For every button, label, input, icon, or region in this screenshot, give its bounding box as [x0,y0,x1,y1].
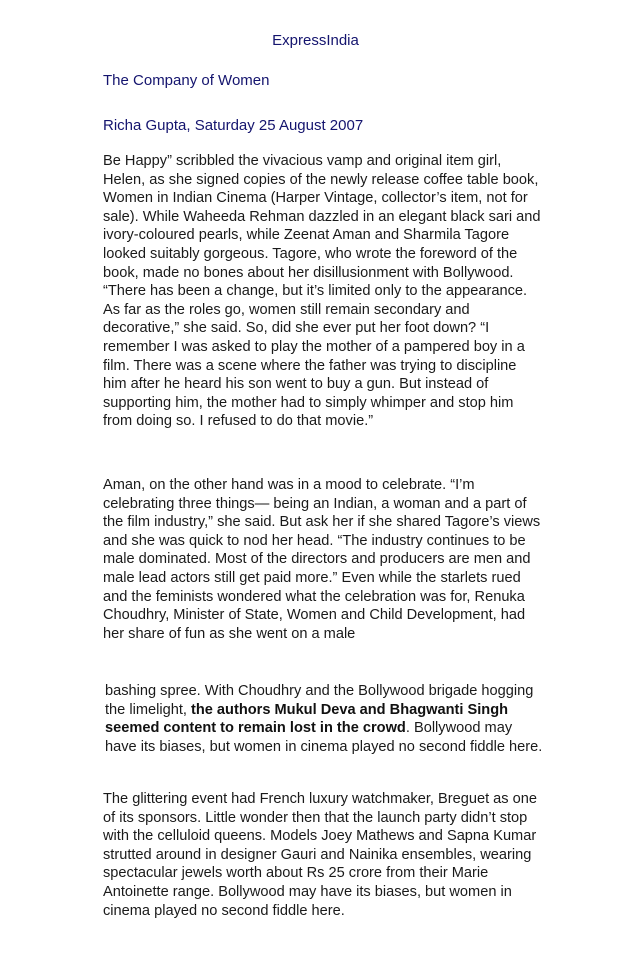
site-name: ExpressIndia [272,32,359,49]
article-paragraph-2: Aman, on the other hand was in a mood to celebrate. “I’m celebrating three things— being an Indian, a woman and a part of the film industry,” she said. But ask her if she shared Tagore’s views and she was quick to nod her head. “The industry continues to be male dominated. Most of the directors and producers are men and male lead actors still get paid more.” Even while the starlets rued and the feminists wondered what the celebration was for, Renuka Choudhry, Minister of State, Women and Child Development, had her share of fun as she went on a male [103,477,541,642]
article-paragraph-3 [105,682,545,756]
article-paragraph-4: The glittering event had French luxury watchmaker, Breguet as one of its sponsors. Little wonder then that the launch party didn’t stop with the celluloid queens. Models Joey Mathews and Sapna Kumar strutted around in designer Gauri and Nainika ensembles, wearing spectacular jewels worth about Rs 25 crore from their Marie Antoinette range. Bollywood may have its biases, but women in cinema played no second fiddle here. [103,791,537,919]
paragraph-3-lead-text: bashing spree. With Choudhry and the Bollywood brigade hogging the limelight, [105,683,534,718]
article-headline: The Company of Women [103,72,270,89]
paragraph-3-bold-highlight: the authors Mukul Deva and Bhagwanti Singh seemed content to remain lost in the crowd [105,701,509,737]
paragraph-3-tail-text: . Bollywood may have its biases, but women in cinema played no second fiddle here. [105,720,543,755]
article-byline: Richa Gupta, Saturday 25 August 2007 [103,117,364,134]
article-paragraph-1: Be Happy” scribbled the vivacious vamp and original item girl, Helen, as she signed copies of the newly release coffee table book, Women in Indian Cinema (Harper Vintage, collector’s item, not for sale). While Waheeda Rehman dazzled in an elegant black sari and ivory-coloured pearls, while Zeenat Aman and Sharmila Tagore looked suitably gorgeous. Tagore, who wrote the foreword of the book, made no bones about her disillusionment with Bollywood. “There has been a change, but it’s limited only to the appearance. As far as the roles go, women still remain secondary and decorative,” she said. So, did she ever put her foot down? “I remember I was asked to play the mother of a pampered boy in a film. There was a scene where the father was trying to discipline him after he heard his son went to buy a gun. But instead of supporting him, the mother had to simply whimper and stop him from doing so. I refused to do that movie.” [103,153,541,430]
